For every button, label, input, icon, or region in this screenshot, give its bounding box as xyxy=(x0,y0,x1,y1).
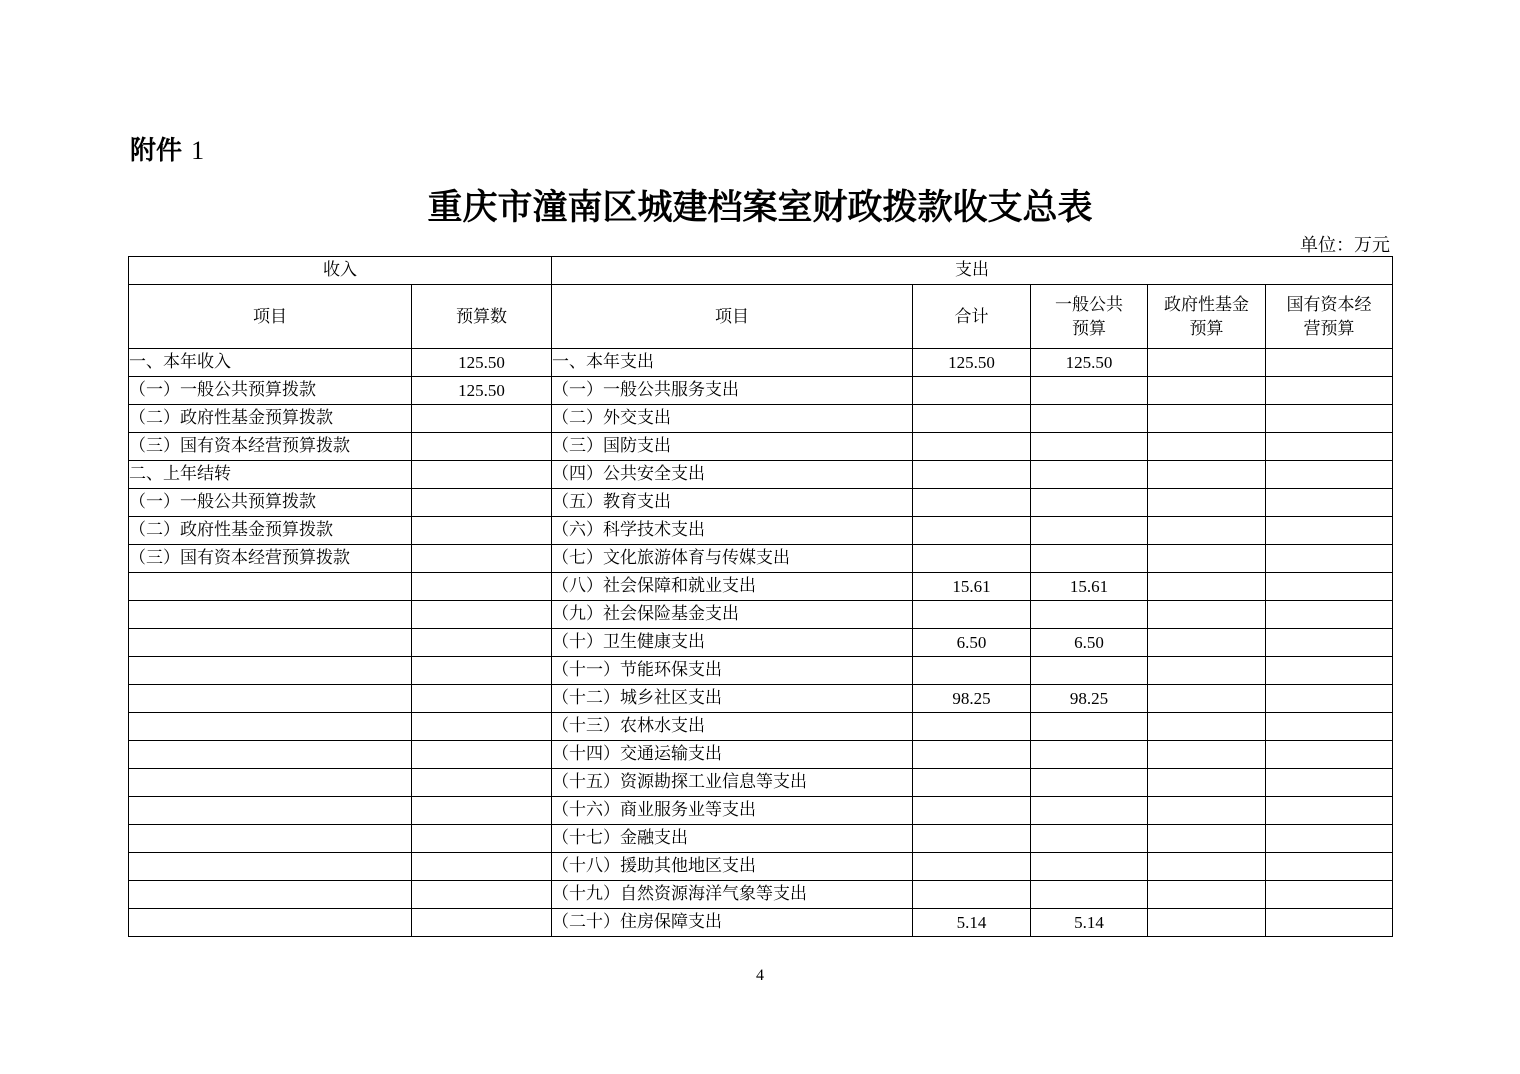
gov-fund-cell xyxy=(1148,741,1266,769)
general-public-cell xyxy=(1031,881,1148,909)
expense-item-cell: （十七）金融支出 xyxy=(552,825,913,853)
income-item-cell: （三）国有资本经营预算拨款 xyxy=(129,433,412,461)
gov-fund-cell xyxy=(1148,405,1266,433)
expense-item-cell: （十一）节能环保支出 xyxy=(552,657,913,685)
table-row xyxy=(129,573,1393,601)
general-public-cell xyxy=(1031,489,1148,517)
table-row xyxy=(129,545,1393,573)
table-row xyxy=(129,405,1393,433)
state-capital-cell xyxy=(1266,573,1393,601)
total-cell xyxy=(913,377,1031,405)
table-row xyxy=(129,685,1393,713)
table-row xyxy=(129,517,1393,545)
expense-item-cell: （四）公共安全支出 xyxy=(552,461,913,489)
general-public-cell: 98.25 xyxy=(1031,685,1148,713)
general-public-cell: 6.50 xyxy=(1031,629,1148,657)
expense-item-cell: （五）教育支出 xyxy=(552,489,913,517)
expense-item-cell: （十）卫生健康支出 xyxy=(552,629,913,657)
income-budget-cell xyxy=(412,825,552,853)
income-budget-cell xyxy=(412,601,552,629)
gov-fund-cell xyxy=(1148,629,1266,657)
income-item-cell: （二）政府性基金预算拨款 xyxy=(129,517,412,545)
expense-item-cell: （十九）自然资源海洋气象等支出 xyxy=(552,881,913,909)
total-cell: 98.25 xyxy=(913,685,1031,713)
expense-item-cell: （六）科学技术支出 xyxy=(552,517,913,545)
general-public-cell xyxy=(1031,825,1148,853)
gov-fund-cell xyxy=(1148,881,1266,909)
income-item-cell xyxy=(129,797,412,825)
gov-fund-cell xyxy=(1148,853,1266,881)
income-item-cell xyxy=(129,629,412,657)
gov-fund-cell xyxy=(1148,489,1266,517)
state-capital-cell xyxy=(1266,657,1393,685)
general-public-cell xyxy=(1031,657,1148,685)
total-cell xyxy=(913,713,1031,741)
expense-item-cell: （十二）城乡社区支出 xyxy=(552,685,913,713)
total-cell: 5.14 xyxy=(913,909,1031,937)
total-cell xyxy=(913,769,1031,797)
general-public-cell xyxy=(1031,517,1148,545)
income-budget-cell xyxy=(412,909,552,937)
general-public-cell xyxy=(1031,433,1148,461)
expense-item-cell: 一、本年支出 xyxy=(552,349,913,377)
state-capital-cell xyxy=(1266,349,1393,377)
state-capital-cell xyxy=(1266,405,1393,433)
state-capital-cell xyxy=(1266,797,1393,825)
income-budget-cell xyxy=(412,517,552,545)
state-capital-header: 国有资本经营预算 xyxy=(1266,285,1393,349)
general-public-cell xyxy=(1031,601,1148,629)
total-cell xyxy=(913,853,1031,881)
expense-item-cell: （二）外交支出 xyxy=(552,405,913,433)
income-budget-cell xyxy=(412,573,552,601)
general-public-cell xyxy=(1031,405,1148,433)
state-capital-cell xyxy=(1266,909,1393,937)
gov-fund-cell xyxy=(1148,601,1266,629)
income-budget-cell xyxy=(412,769,552,797)
general-public-cell xyxy=(1031,769,1148,797)
total-cell xyxy=(913,517,1031,545)
table-row xyxy=(129,433,1393,461)
income-budget-cell xyxy=(412,713,552,741)
attachment-number: 1 xyxy=(191,136,205,165)
total-cell xyxy=(913,881,1031,909)
total-cell xyxy=(913,433,1031,461)
total-header: 合计 xyxy=(913,285,1031,349)
expense-item-cell: （十五）资源勘探工业信息等支出 xyxy=(552,769,913,797)
income-budget-cell xyxy=(412,405,552,433)
state-capital-cell xyxy=(1266,685,1393,713)
expense-item-cell: （七）文化旅游体育与传媒支出 xyxy=(552,545,913,573)
general-public-cell: 125.50 xyxy=(1031,349,1148,377)
income-item-cell xyxy=(129,909,412,937)
expense-item-cell: （十六）商业服务业等支出 xyxy=(552,797,913,825)
attachment-text: 附件 xyxy=(130,136,183,166)
gov-fund-cell xyxy=(1148,685,1266,713)
gov-fund-header: 政府性基金预算 xyxy=(1148,285,1266,349)
total-cell xyxy=(913,405,1031,433)
general-public-cell xyxy=(1031,797,1148,825)
income-item-cell: 一、本年收入 xyxy=(129,349,412,377)
state-capital-cell xyxy=(1266,461,1393,489)
gov-fund-cell xyxy=(1148,377,1266,405)
document-title: 重庆市潼南区城建档案室财政拨款收支总表 xyxy=(427,188,1093,228)
table-row xyxy=(129,349,1393,377)
general-public-cell xyxy=(1031,461,1148,489)
income-budget-cell xyxy=(412,881,552,909)
unit-label: 单位：万元 xyxy=(1300,235,1390,256)
table-row xyxy=(129,377,1393,405)
income-item-cell xyxy=(129,741,412,769)
total-cell xyxy=(913,797,1031,825)
income-budget-cell xyxy=(412,489,552,517)
income-item-cell xyxy=(129,573,412,601)
state-capital-cell xyxy=(1266,713,1393,741)
state-capital-cell xyxy=(1266,853,1393,881)
income-item-cell: （二）政府性基金预算拨款 xyxy=(129,405,412,433)
table-body xyxy=(129,349,1393,937)
expense-item-cell: （十四）交通运输支出 xyxy=(552,741,913,769)
income-budget-cell: 125.50 xyxy=(412,377,552,405)
income-budget-cell xyxy=(412,685,552,713)
expense-item-cell: （十八）援助其他地区支出 xyxy=(552,853,913,881)
state-capital-cell xyxy=(1266,545,1393,573)
table-row xyxy=(129,489,1393,517)
income-header: 收入 xyxy=(129,257,552,285)
state-capital-cell xyxy=(1266,433,1393,461)
income-item-cell xyxy=(129,881,412,909)
income-item-cell xyxy=(129,853,412,881)
income-item-cell: （三）国有资本经营预算拨款 xyxy=(129,545,412,573)
general-public-cell: 15.61 xyxy=(1031,573,1148,601)
state-capital-cell xyxy=(1266,489,1393,517)
header-row-1 xyxy=(129,257,1393,285)
total-cell xyxy=(913,489,1031,517)
table-row xyxy=(129,741,1393,769)
income-budget-cell: 125.50 xyxy=(412,349,552,377)
state-capital-cell xyxy=(1266,377,1393,405)
gov-fund-cell xyxy=(1148,713,1266,741)
state-capital-cell xyxy=(1266,741,1393,769)
table-row xyxy=(129,601,1393,629)
gov-fund-cell xyxy=(1148,517,1266,545)
state-capital-cell xyxy=(1266,517,1393,545)
income-budget-cell xyxy=(412,741,552,769)
gov-fund-cell xyxy=(1148,825,1266,853)
expense-item-cell: （一）一般公共服务支出 xyxy=(552,377,913,405)
expense-item-cell: （三）国防支出 xyxy=(552,433,913,461)
table-row xyxy=(129,629,1393,657)
table-row xyxy=(129,713,1393,741)
gov-fund-cell xyxy=(1148,797,1266,825)
table-row xyxy=(129,797,1393,825)
table-row xyxy=(129,825,1393,853)
state-capital-cell xyxy=(1266,881,1393,909)
income-item-cell xyxy=(129,825,412,853)
general-public-cell xyxy=(1031,713,1148,741)
income-item-cell xyxy=(129,769,412,797)
budget-table xyxy=(128,256,1393,937)
gov-fund-cell xyxy=(1148,461,1266,489)
general-public-cell: 5.14 xyxy=(1031,909,1148,937)
income-item-cell xyxy=(129,601,412,629)
gov-fund-cell xyxy=(1148,909,1266,937)
income-budget-cell xyxy=(412,629,552,657)
income-budget-cell xyxy=(412,797,552,825)
state-capital-cell xyxy=(1266,601,1393,629)
gov-fund-cell xyxy=(1148,573,1266,601)
income-budget-cell xyxy=(412,853,552,881)
table-row xyxy=(129,853,1393,881)
income-budget-cell xyxy=(412,545,552,573)
income-budget-header: 预算数 xyxy=(412,285,552,349)
state-capital-cell xyxy=(1266,769,1393,797)
expense-header: 支出 xyxy=(552,257,1393,285)
income-budget-cell xyxy=(412,657,552,685)
general-public-cell xyxy=(1031,377,1148,405)
table-row xyxy=(129,461,1393,489)
income-budget-cell xyxy=(412,433,552,461)
expense-item-cell: （九）社会保险基金支出 xyxy=(552,601,913,629)
gov-fund-cell xyxy=(1148,657,1266,685)
expense-item-cell: （八）社会保障和就业支出 xyxy=(552,573,913,601)
income-item-cell xyxy=(129,657,412,685)
total-cell xyxy=(913,741,1031,769)
general-public-cell xyxy=(1031,741,1148,769)
income-item-cell: 二、上年结转 xyxy=(129,461,412,489)
gov-fund-cell xyxy=(1148,433,1266,461)
table-row xyxy=(129,769,1393,797)
expense-item-header: 项目 xyxy=(552,285,913,349)
general-public-cell xyxy=(1031,545,1148,573)
total-cell: 125.50 xyxy=(913,349,1031,377)
expense-item-cell: （二十）住房保障支出 xyxy=(552,909,913,937)
page-number: 4 xyxy=(756,967,764,984)
gov-fund-cell xyxy=(1148,349,1266,377)
total-cell xyxy=(913,657,1031,685)
gov-fund-cell xyxy=(1148,545,1266,573)
income-item-cell: （一）一般公共预算拨款 xyxy=(129,489,412,517)
gov-fund-cell xyxy=(1148,769,1266,797)
header-row-2 xyxy=(129,285,1393,349)
table-row xyxy=(129,657,1393,685)
total-cell xyxy=(913,601,1031,629)
state-capital-cell xyxy=(1266,825,1393,853)
table-row xyxy=(129,881,1393,909)
total-cell xyxy=(913,461,1031,489)
income-item-cell: （一）一般公共预算拨款 xyxy=(129,377,412,405)
total-cell: 15.61 xyxy=(913,573,1031,601)
state-capital-cell xyxy=(1266,629,1393,657)
income-budget-cell xyxy=(412,461,552,489)
income-item-header: 项目 xyxy=(129,285,412,349)
table-row xyxy=(129,909,1393,937)
total-cell xyxy=(913,545,1031,573)
general-public-cell xyxy=(1031,853,1148,881)
income-item-cell xyxy=(129,685,412,713)
income-item-cell xyxy=(129,713,412,741)
total-cell: 6.50 xyxy=(913,629,1031,657)
total-cell xyxy=(913,825,1031,853)
attachment-label xyxy=(130,130,204,167)
expense-item-cell: （十三）农林水支出 xyxy=(552,713,913,741)
general-public-header: 一般公共预算 xyxy=(1031,285,1148,349)
